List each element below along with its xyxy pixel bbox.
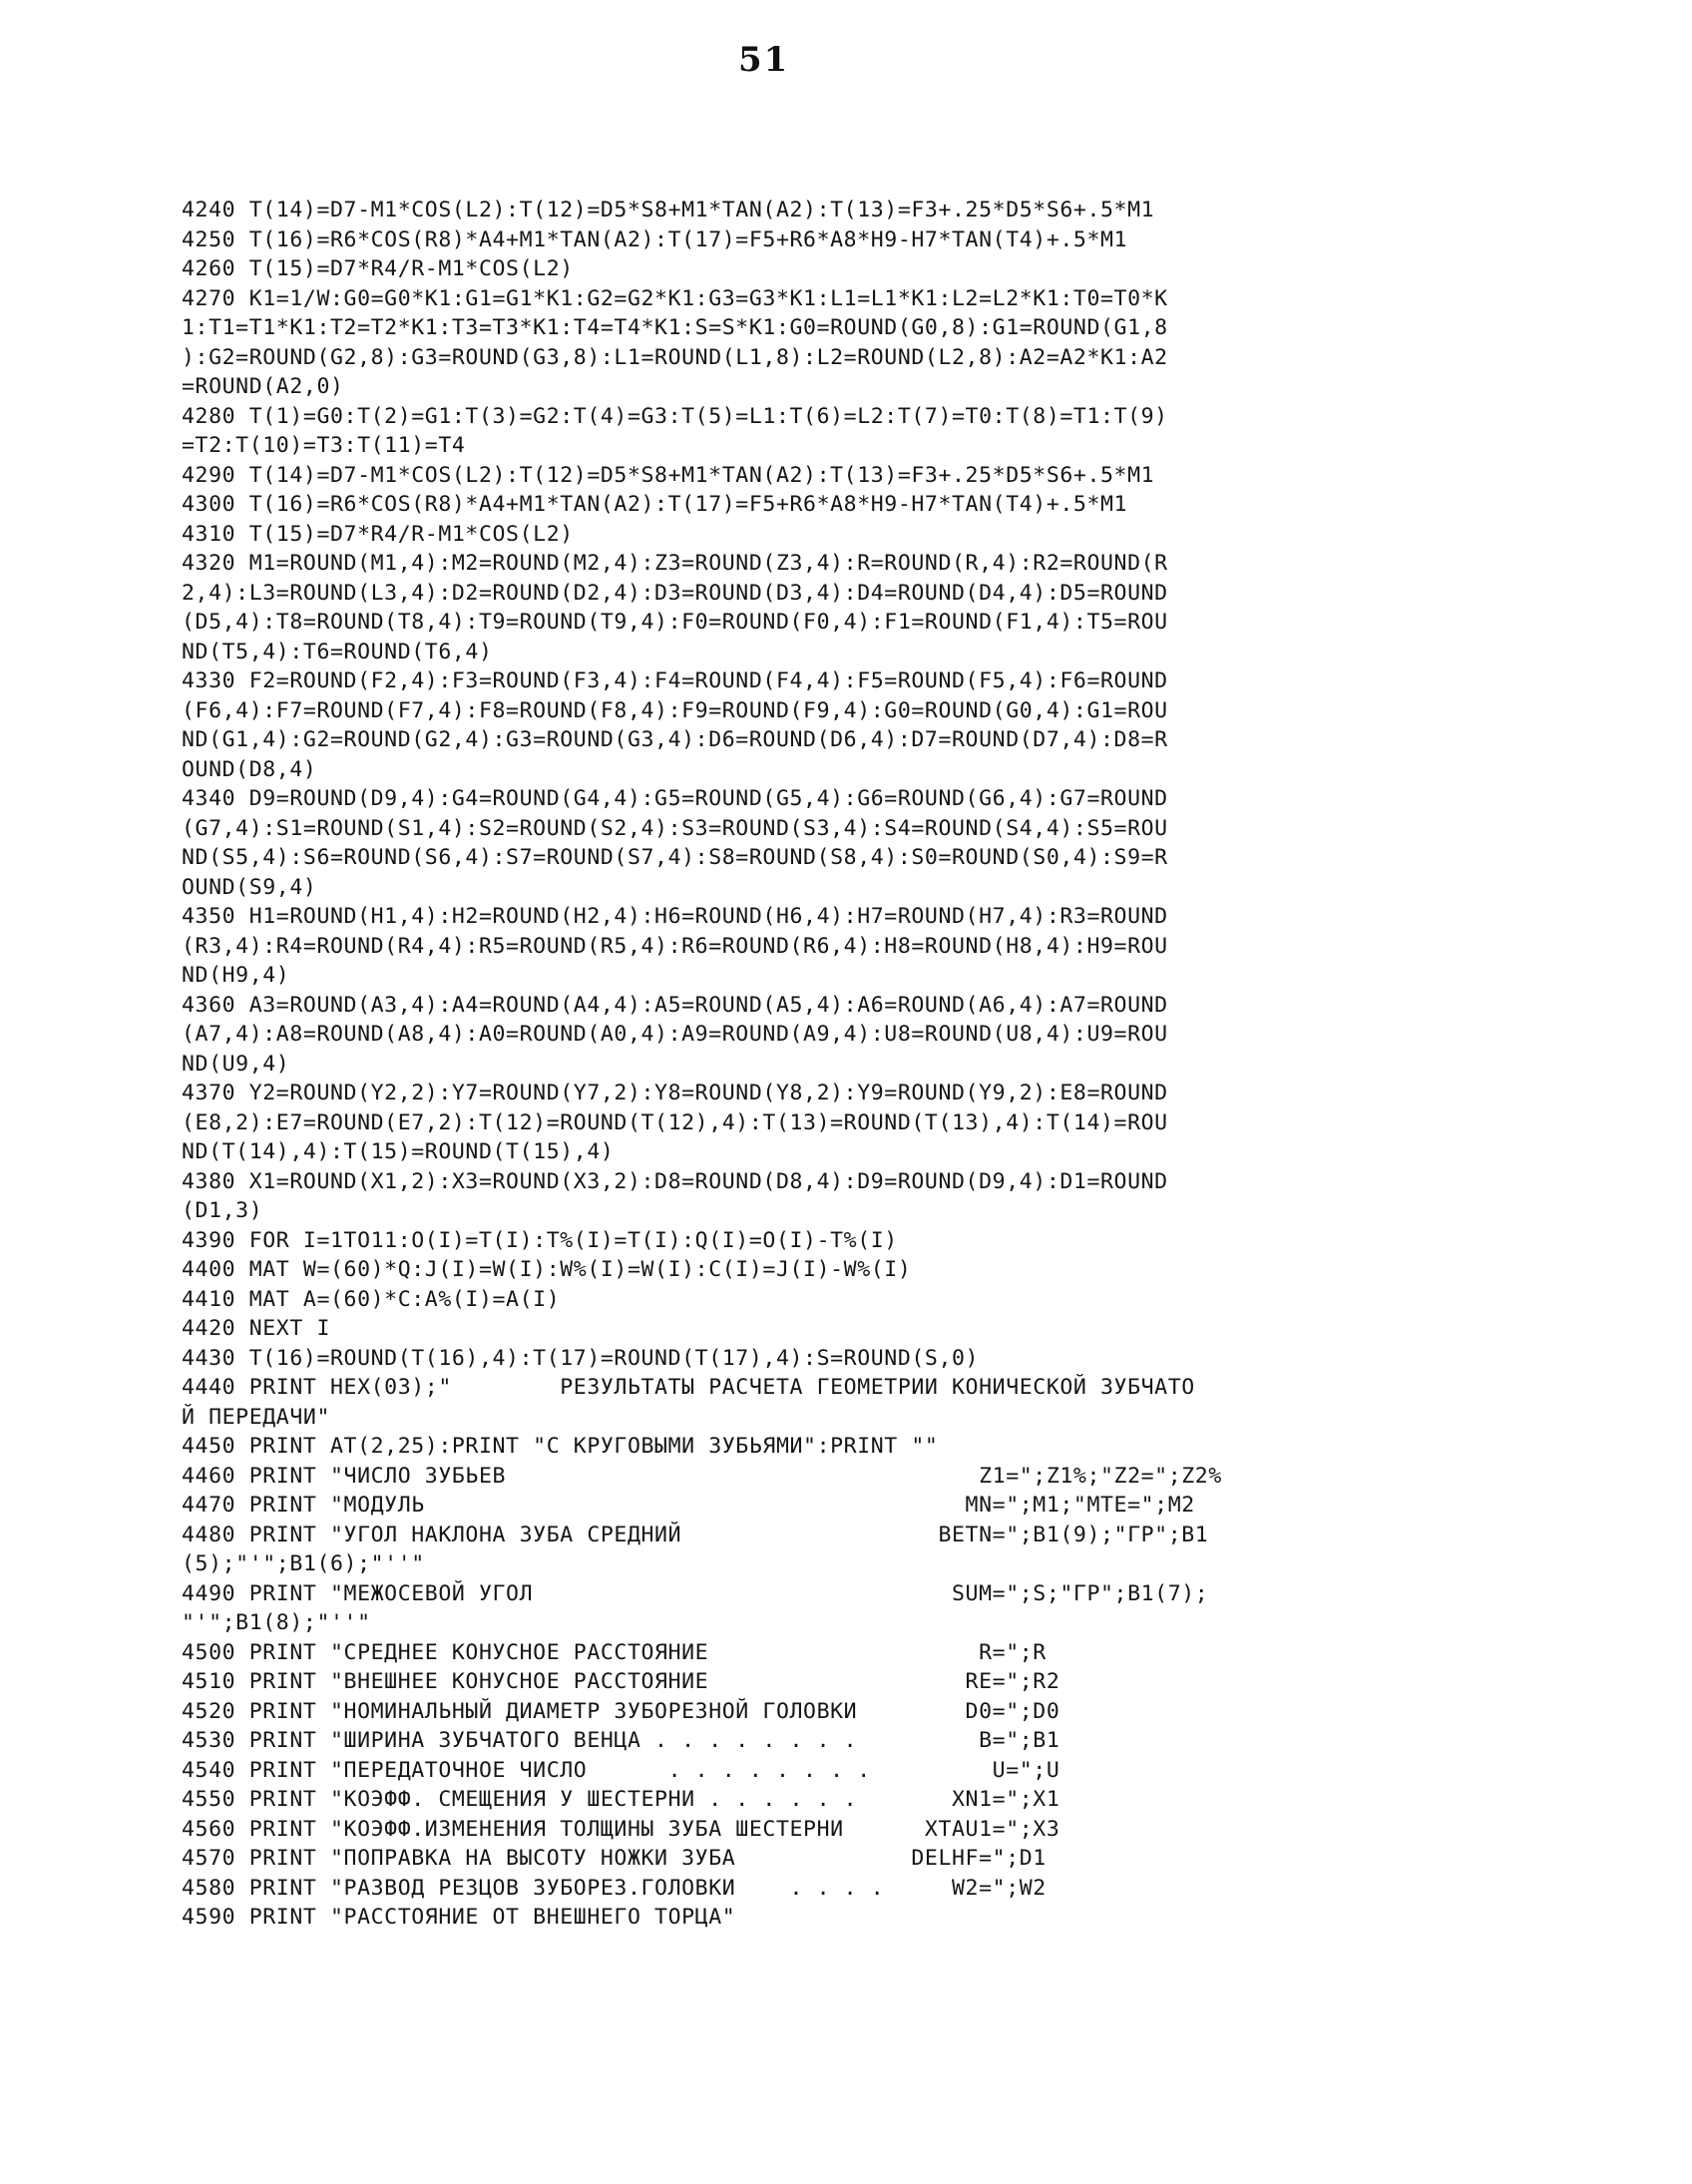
code-line: ND(S5,4):S6=ROUND(S6,4):S7=ROUND(S7,4):S8=ROUND(S8,4):S0=ROUND(S0,4):S9=R [182,845,1168,870]
code-line: 4440 PRINT HEX(03);" РЕЗУЛЬТАТЫ РАСЧЕТА ГЕОМЕТРИИ КОНИЧЕСКОЙ ЗУБЧАТО [182,1375,1195,1400]
code-line: ND(T(14),4):T(15)=ROUND(T(15),4) [182,1139,615,1164]
code-line: 4470 PRINT "МОДУЛЬ MN=";M1;"MTE=";M2 [182,1493,1195,1518]
code-line: 4520 PRINT "НОМИНАЛЬНЫЙ ДИАМЕТР ЗУБОРЕЗНОЙ ГОЛОВКИ D0=";D0 [182,1698,1060,1724]
code-line: 4250 T(16)=R6*COS(R8)*A4+M1*TAN(A2):T(17)=F5+R6*A8*H9-H7*TAN(T4)+.5*M1 [182,226,1128,252]
code-line: 4590 PRINT "РАССТОЯНИЕ ОТ ВНЕШНЕГО ТОРЦА" [182,1905,736,1930]
code-line: 4370 Y2=ROUND(Y2,2):Y7=ROUND(Y7,2):Y8=ROUND(Y8,2):Y9=ROUND(Y9,2):E8=ROUND [182,1081,1168,1105]
code-line: 4400 MAT W=(60)*Q:J(I)=W(I):W%(I)=W(I):C(I)=J(I)-W%(I) [182,1257,912,1282]
code-line: 4300 T(16)=R6*COS(R8)*A4+M1*TAN(A2):T(17)=F5+R6*A8*H9-H7*TAN(T4)+.5*M1 [182,492,1128,517]
code-line: (5);"'";B1(6);"''" [182,1551,425,1576]
code-line: 4420 NEXT I [182,1316,330,1341]
code-line: ND(G1,4):G2=ROUND(G2,4):G3=ROUND(G3,4):D6=ROUND(D6,4):D7=ROUND(D7,4):D8=R [182,727,1168,752]
code-line: (R3,4):R4=ROUND(R4,4):R5=ROUND(R5,4):R6=ROUND(R6,4):H8=ROUND(H8,4):H9=ROU [182,933,1168,959]
code-line: 4240 T(14)=D7-M1*COS(L2):T(12)=D5*S8+M1*TAN(A2):T(13)=F3+.25*D5*S6+.5*M1 [182,198,1155,222]
code-line: 4380 X1=ROUND(X1,2):X3=ROUND(X3,2):D8=ROUND(D8,4):D9=ROUND(D9,4):D1=ROUND [182,1168,1168,1194]
code-line: 4570 PRINT "ПОПРАВКА НА ВЫСОТУ НОЖКИ ЗУБА DELHF=";D1 [182,1846,1047,1871]
code-line: 4280 T(1)=G0:T(2)=G1:T(3)=G2:T(4)=G3:T(5)=L1:T(6)=L2:T(7)=T0:T(8)=T1:T(9) [182,403,1168,429]
code-line: 4490 PRINT "МЕЖОСЕВОЙ УГОЛ SUM=";S;"ГР";B1(7); [182,1580,1209,1606]
program-listing [182,196,1479,1933]
code-line: 4290 T(14)=D7-M1*COS(L2):T(12)=D5*S8+M1*TAN(A2):T(13)=F3+.25*D5*S6+.5*M1 [182,462,1155,488]
code-line: 4320 M1=ROUND(M1,4):M2=ROUND(M2,4):Z3=ROUND(Z3,4):R=ROUND(R,4):R2=ROUND(R [182,551,1168,576]
code-line: 4550 PRINT "КОЭФФ. СМЕЩЕНИЯ У ШЕСТЕРНИ . . . . . . XN1=";X1 [182,1787,1060,1812]
code-line: (F6,4):F7=ROUND(F7,4):F8=ROUND(F8,4):F9=ROUND(F9,4):G0=ROUND(G0,4):G1=ROU [182,697,1168,723]
code-line: ND(H9,4) [182,963,290,988]
code-line: (E8,2):E7=ROUND(E7,2):T(12)=ROUND(T(12),4):T(13)=ROUND(T(13),4):T(14)=ROU [182,1109,1168,1135]
code-line: 4510 PRINT "ВНЕШНЕЕ КОНУСНОЕ РАССТОЯНИЕ RE=";R2 [182,1669,1060,1694]
code-line: (D5,4):T8=ROUND(T8,4):T9=ROUND(T9,4):F0=ROUND(F0,4):F1=ROUND(F1,4):T5=ROU [182,610,1168,635]
code-line: ND(T5,4):T6=ROUND(T6,4) [182,639,493,664]
code-line: =ROUND(A2,0) [182,374,344,399]
code-line: 1:T1=T1*K1:T2=T2*K1:T3=T3*K1:T4=T4*K1:S=S*K1:G0=ROUND(G0,8):G1=ROUND(G1,8 [182,315,1168,340]
code-line: "'";B1(8);"''" [182,1610,371,1635]
code-line: Й ПЕРЕДАЧИ" [182,1404,330,1430]
code-line: 4270 K1=1/W:G0=G0*K1:G1=G1*K1:G2=G2*K1:G3=G3*K1:L1=L1*K1:L2=L2*K1:T0=T0*K [182,285,1168,311]
code-line: 4430 T(16)=ROUND(T(16),4):T(17)=ROUND(T(17),4):S=ROUND(S,0) [182,1345,980,1371]
code-line: 4480 PRINT "УГОЛ НАКЛОНА ЗУБА СРЕДНИЙ BETN=";B1(9);"ГР";B1 [182,1522,1209,1547]
code-line: ND(U9,4) [182,1051,290,1077]
code-line: 4310 T(15)=D7*R4/R-M1*COS(L2) [182,521,574,547]
code-line: (A7,4):A8=ROUND(A8,4):A0=ROUND(A0,4):A9=ROUND(A9,4):U8=ROUND(U8,4):U9=ROU [182,1022,1168,1047]
code-line: 4540 PRINT "ПЕРЕДАТОЧНОЕ ЧИСЛО . . . . . . . . U=";U [182,1757,1060,1783]
code-line: 4500 PRINT "СРЕДНЕЕ КОНУСНОЕ РАССТОЯНИЕ R=";R [182,1639,1047,1665]
code-line: 2,4):L3=ROUND(L3,4):D2=ROUND(D2,4):D3=ROUND(D3,4):D4=ROUND(D4,4):D5=ROUND [182,580,1168,606]
code-line: 4560 PRINT "КОЭФФ.ИЗМЕНЕНИЯ ТОЛЩИНЫ ЗУБА ШЕСТЕРНИ XTAU1=";X3 [182,1816,1060,1842]
code-line: 4580 PRINT "РАЗВОД РЕЗЦОВ ЗУБОРЕЗ.ГОЛОВКИ . . . . W2=";W2 [182,1875,1047,1901]
code-line: 4330 F2=ROUND(F2,4):F3=ROUND(F3,4):F4=ROUND(F4,4):F5=ROUND(F5,4):F6=ROUND [182,668,1168,693]
code-line: 4450 PRINT AT(2,25):PRINT "С КРУГОВЫМИ ЗУБЬЯМИ":PRINT "" [182,1434,939,1459]
code-line: 4340 D9=ROUND(D9,4):G4=ROUND(G4,4):G5=ROUND(G5,4):G6=ROUND(G6,4):G7=ROUND [182,786,1168,811]
code-line: 4530 PRINT "ШИРИНА ЗУБЧАТОГО ВЕНЦА . . . . . . . . B=";B1 [182,1728,1060,1753]
code-line: OUND(S9,4) [182,874,317,900]
code-line: OUND(D8,4) [182,756,317,782]
code-line: 4350 H1=ROUND(H1,4):H2=ROUND(H2,4):H6=ROUND(H6,4):H7=ROUND(H7,4):R3=ROUND [182,904,1168,929]
code-line: 4260 T(15)=D7*R4/R-M1*COS(L2) [182,256,574,281]
code-line: 4410 MAT A=(60)*C:A%(I)=A(I) [182,1286,561,1312]
code-line: 4390 FOR I=1TO11:O(I)=T(I):T%(I)=T(I):Q(I)=O(I)-T%(I) [182,1227,898,1253]
code-line: (D1,3) [182,1198,263,1223]
code-line: (G7,4):S1=ROUND(S1,4):S2=ROUND(S2,4):S3=ROUND(S3,4):S4=ROUND(S4,4):S5=ROU [182,815,1168,841]
page-number: 51 [738,40,790,80]
code-line: =T2:T(10)=T3:T(11)=T4 [182,433,466,458]
code-line: ):G2=ROUND(G2,8):G3=ROUND(G3,8):L1=ROUND(L1,8):L2=ROUND(L2,8):A2=A2*K1:A2 [182,344,1168,370]
code-line: 4360 A3=ROUND(A3,4):A4=ROUND(A4,4):A5=ROUND(A5,4):A6=ROUND(A6,4):A7=ROUND [182,992,1168,1018]
code-line: 4460 PRINT "ЧИСЛО ЗУБЬЕВ Z1=";Z1%;"Z2=";Z2% [182,1463,1222,1489]
